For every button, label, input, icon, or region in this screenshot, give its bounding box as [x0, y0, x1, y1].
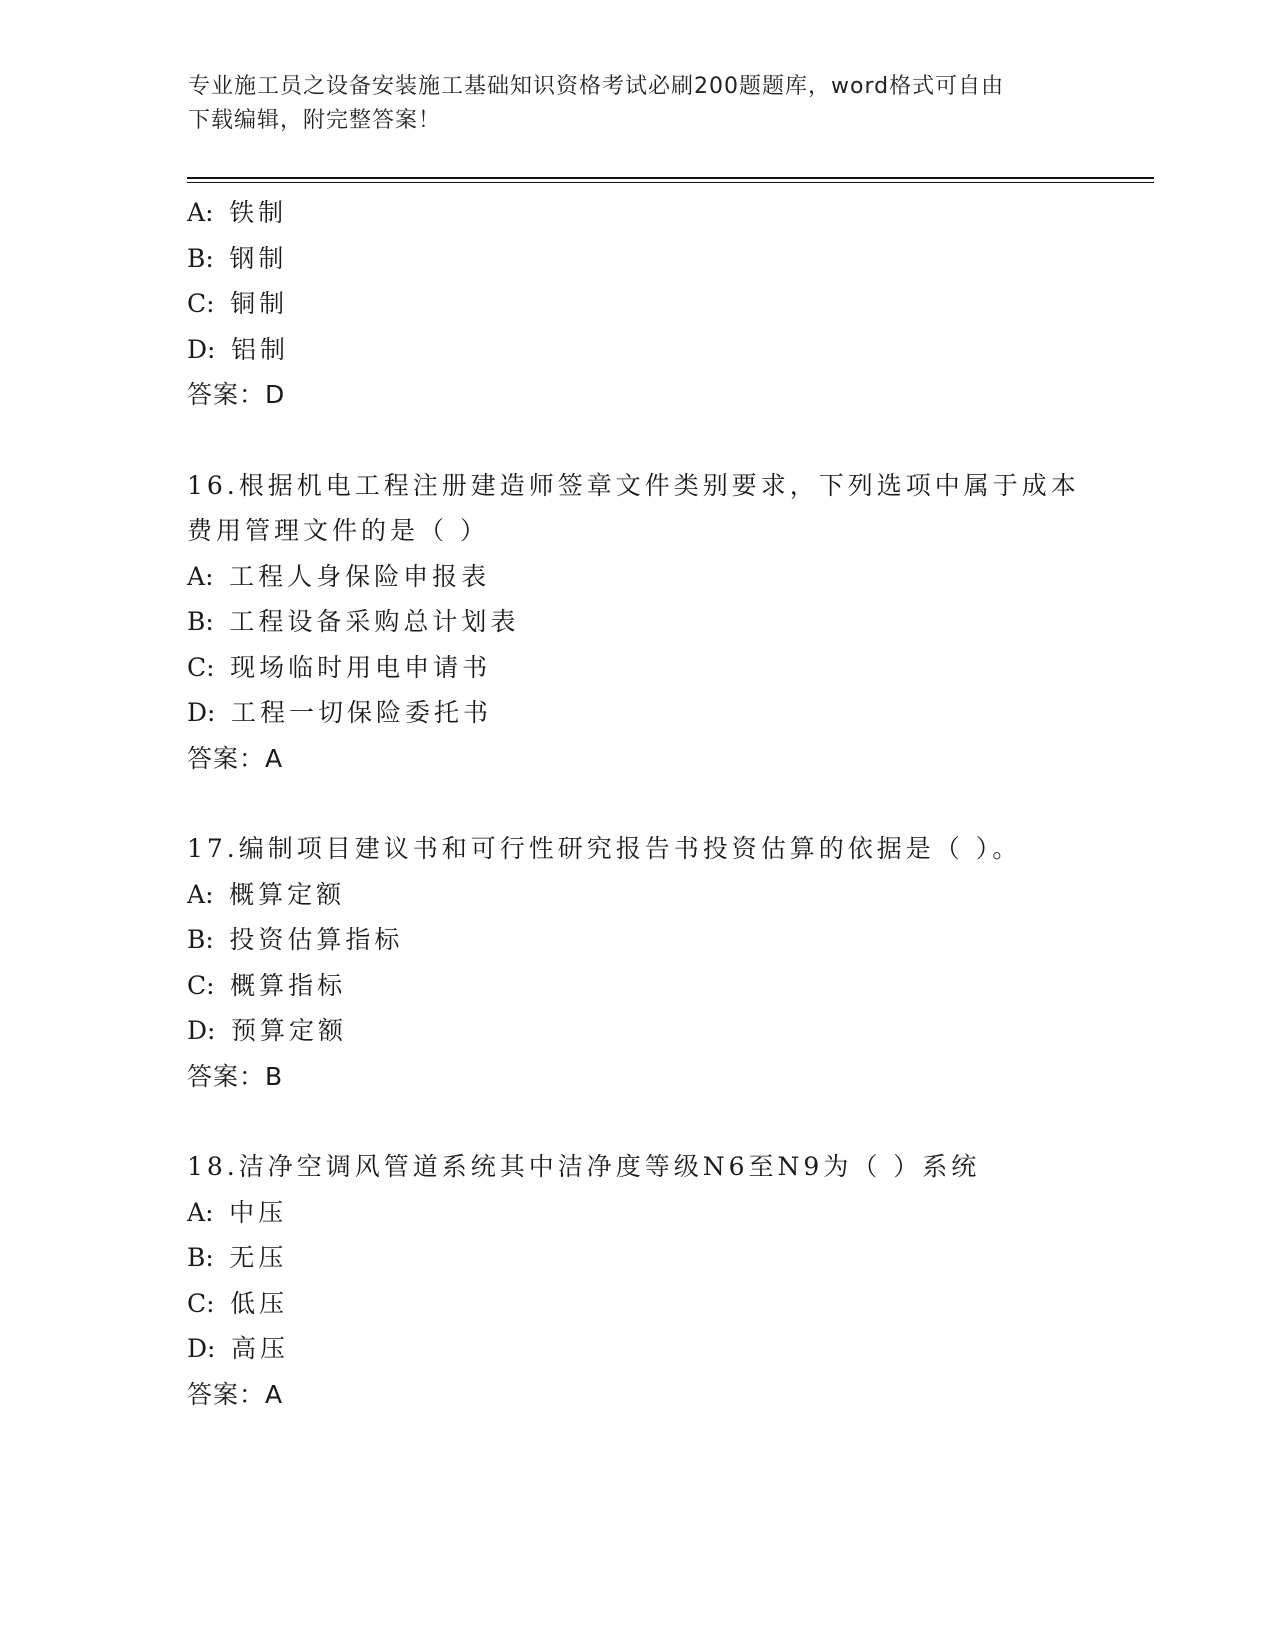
question-list	[187, 190, 1087, 1417]
header-line-2: 下载编辑，附完整答案！	[188, 108, 442, 133]
answer-line: 答案：B	[187, 1061, 284, 1091]
option-b: B: 钢制	[187, 243, 288, 273]
option-b: B: 工程设备采购总计划表	[187, 607, 520, 636]
option-c: C: 现场临时用电申请书	[187, 652, 492, 682]
option-a: A: 概算定额	[187, 879, 346, 909]
option-a: A: 铁制	[187, 198, 288, 227]
header-rule-thin	[187, 182, 1154, 183]
question-block-15	[187, 190, 1087, 418]
question-text: 18.洁净空调风管道系统其中洁净度等级N6至N9为（ ）系统	[187, 1152, 981, 1181]
option-d: D: 工程一切保险委托书	[187, 698, 493, 727]
question-block-18	[187, 1144, 1087, 1417]
header-line-1: 专业施工员之设备安装施工基础知识资格考试必刷200题题库，word格式可自由	[188, 74, 1005, 99]
document-header	[188, 70, 1088, 138]
question-block-16	[187, 463, 1087, 782]
option-a: A: 中压	[187, 1197, 288, 1227]
option-c: C: 概算指标	[187, 970, 347, 1000]
option-c: C: 低压	[187, 1288, 289, 1318]
question-text: 16.根据机电工程注册建造师签章文件类别要求，下列选项中属于成本 费用管理文件的是（ ）	[187, 470, 1080, 545]
answer-line: 答案：D	[187, 380, 286, 409]
question-text: 17.编制项目建议书和可行性研究报告书投资估算的依据是（ ）。	[187, 834, 1022, 863]
option-d: D: 预算定额	[187, 1016, 348, 1045]
header-rule-thick	[187, 177, 1154, 179]
answer-line: 答案：A	[187, 743, 284, 773]
answer-line: 答案：A	[187, 1379, 284, 1409]
option-a: A: 工程人身保险申报表	[187, 561, 491, 591]
option-b: B: 投资估算指标	[187, 925, 404, 954]
option-d: D: 铝制	[187, 334, 290, 364]
option-b: B: 无压	[187, 1243, 288, 1272]
option-d: D: 高压	[187, 1334, 290, 1363]
question-block-17	[187, 826, 1087, 1099]
option-c: C: 铜制	[187, 289, 289, 318]
